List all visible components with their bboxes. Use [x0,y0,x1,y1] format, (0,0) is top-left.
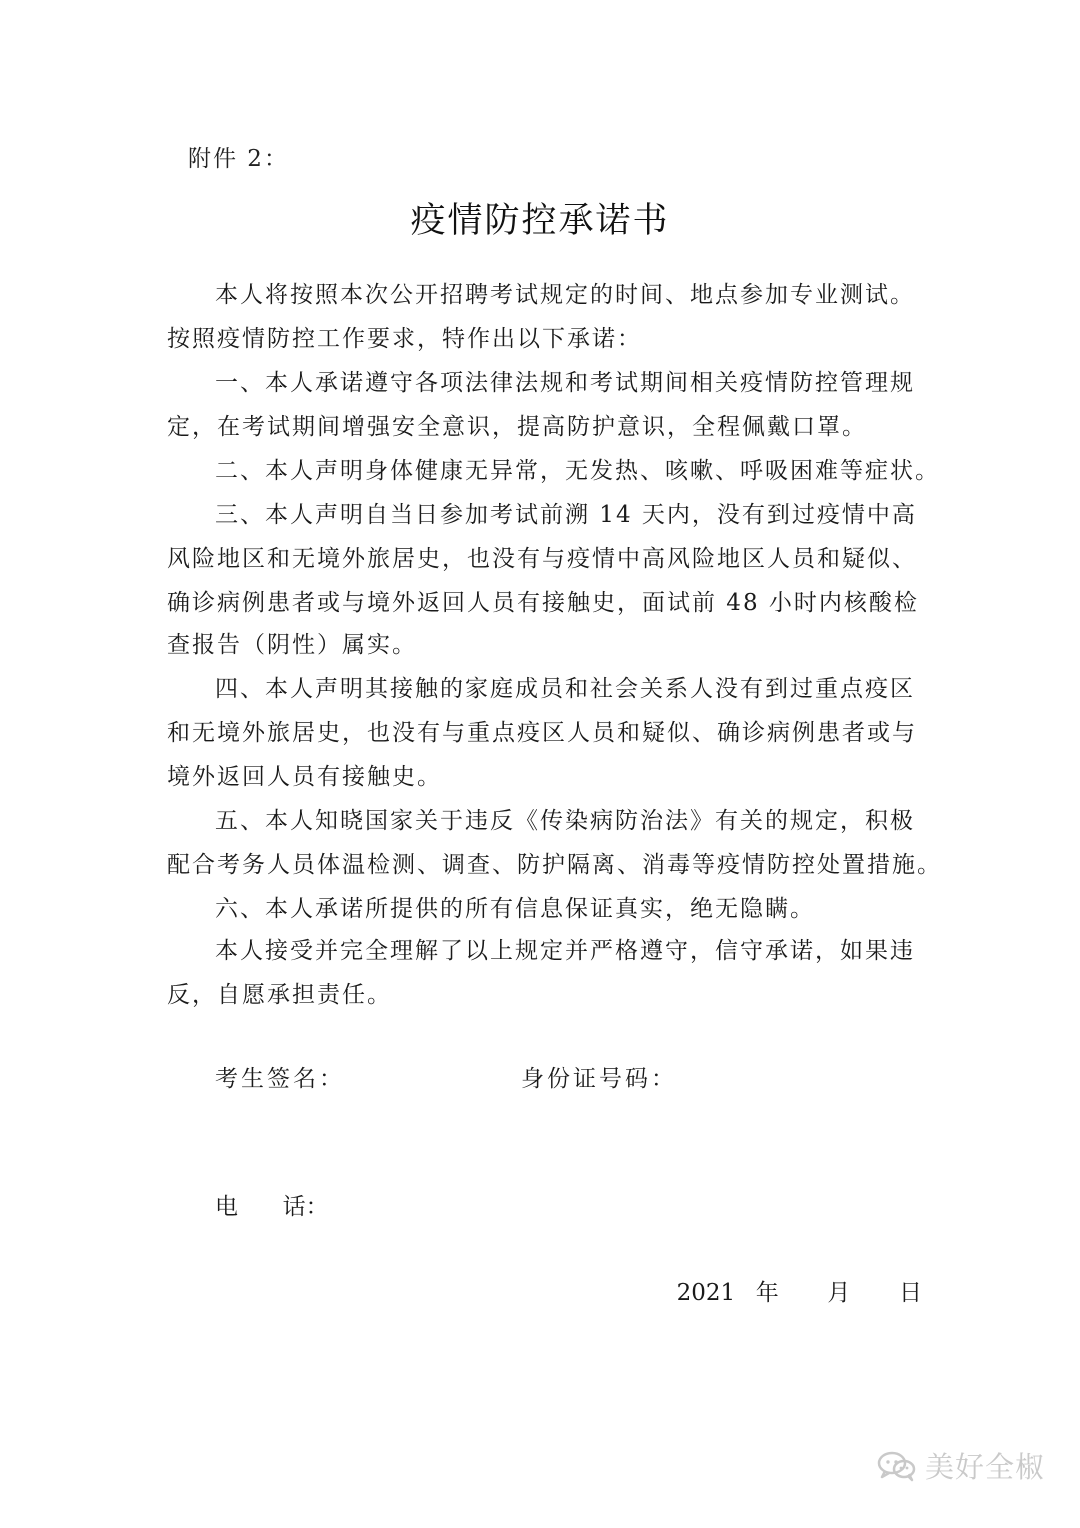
attachment-label: 附件 2： [188,146,289,172]
paragraph-4-line-2: 和无境外旅居史，也没有与重点疫区人员和疑似、确诊病例患者或与 [167,720,917,746]
paragraph-3-line-1: 三、本人声明自当日参加考试前溯 14 天内，没有到过疫情中高 [215,502,917,528]
paragraph-5-line-1: 五、本人知晓国家关于违反《传染病防治法》有关的规定，积极 [215,808,915,834]
paragraph-4-line-3: 境外返回人员有接触史。 [167,764,442,790]
id-number-label: 身份证号码： [521,1066,677,1092]
phone-label-part2: 话： [282,1194,329,1220]
candidate-signature-label: 考生签名： [215,1066,345,1092]
date-line [677,1274,922,1307]
phone-label [215,1188,329,1221]
date-day-unit: 日 [899,1280,922,1306]
date-month-unit: 月 [827,1280,851,1306]
watermark [877,1445,1045,1486]
page-title: 疫情防控承诺书 [410,201,670,242]
paragraph-intro-line-2: 按照疫情防控工作要求，特作出以下承诺： [167,326,642,352]
paragraph-3-line-4: 查报告（阴性）属实。 [167,632,417,658]
date-year-unit: 年 [755,1280,779,1306]
paragraph-5-line-2: 配合考务人员体温检测、调查、防护隔离、消毒等疫情防控处置措施。 [167,852,942,878]
paragraph-7-line-2: 反，自愿承担责任。 [167,982,392,1008]
paragraph-7-line-1: 本人接受并完全理解了以上规定并严格遵守，信守承诺，如果违 [215,938,915,964]
paragraph-4-line-1: 四、本人声明其接触的家庭成员和社会关系人没有到过重点疫区 [215,676,915,702]
wechat-icon [877,1450,917,1482]
paragraph-1-line-2: 定，在考试期间增强安全意识，提高防护意识，全程佩戴口罩。 [167,414,867,440]
paragraph-2-line-1: 二、本人声明身体健康无异常，无发热、咳嗽、呼吸困难等症状。 [215,458,940,484]
paragraph-3-line-2: 风险地区和无境外旅居史，也没有与疫情中高风险地区人员和疑似、 [167,546,917,572]
paragraph-1-line-1: 一、本人承诺遵守各项法律法规和考试期间相关疫情防控管理规 [215,370,915,396]
date-year: 2021 [676,1280,736,1306]
paragraph-6-line-1: 六、本人承诺所提供的所有信息保证真实，绝无隐瞒。 [215,896,815,922]
paragraph-3-line-3: 确诊病例患者或与境外返回人员有接触史，面试前 48 小时内核酸检 [167,590,919,616]
watermark-text: 美好全椒 [924,1450,1045,1484]
phone-label-part1: 电 [215,1194,238,1220]
paragraph-intro-line-1: 本人将按照本次公开招聘考试规定的时间、地点参加专业测试。 [215,282,915,308]
